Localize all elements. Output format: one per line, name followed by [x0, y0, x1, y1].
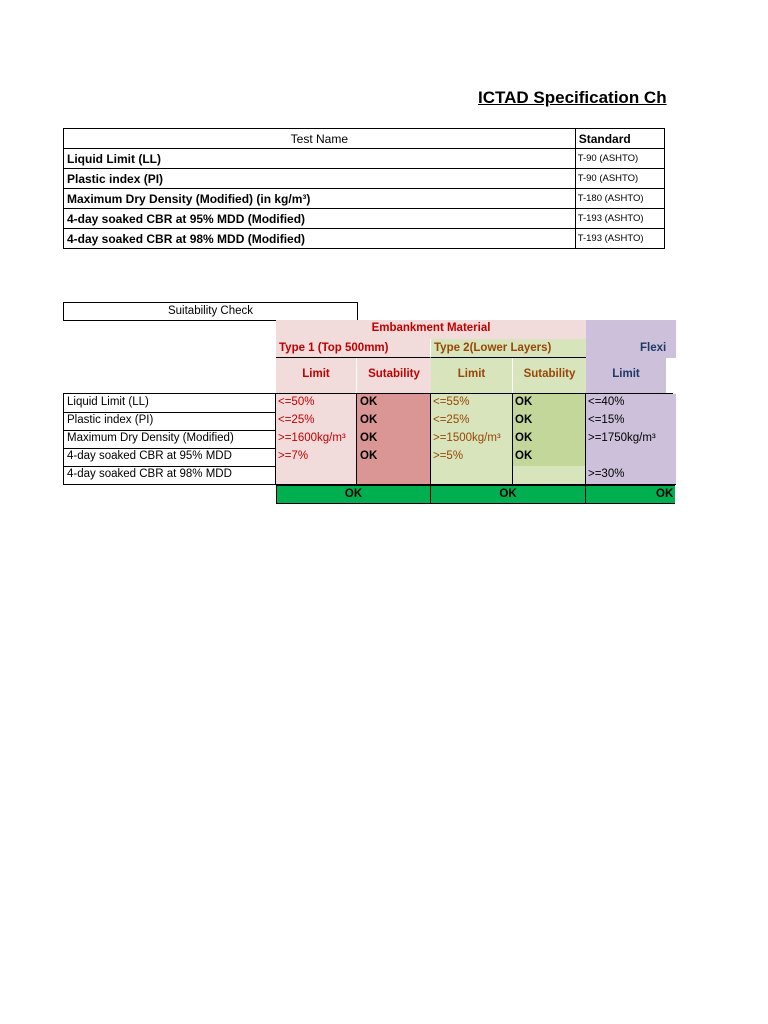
type1-suitability-header: Sutability	[357, 358, 431, 394]
standard-cell: T-90 (ASHTO)	[575, 149, 664, 169]
type1-overall-result: OK	[276, 485, 431, 504]
type2-suitability-cell: OK	[513, 448, 586, 467]
flexible-header: Flexi	[586, 339, 676, 358]
type2-suitability-cell: OK	[513, 412, 586, 431]
standard-cell: T-90 (ASHTO)	[575, 169, 664, 189]
flex-limit-cell: <=15%	[586, 412, 676, 431]
type1-limit-cell: >=7%	[276, 448, 357, 467]
type1-suitability-cell: OK	[357, 412, 431, 431]
type2-limit-header: Limit	[431, 358, 513, 394]
table-row	[64, 149, 665, 169]
standard-cell: T-193 (ASHTO)	[575, 209, 664, 229]
standard-cell: T-193 (ASHTO)	[575, 229, 664, 249]
type1-suitability-cell: OK	[357, 394, 431, 413]
type2-suitability-header: Sutability	[513, 358, 586, 394]
type2-overall-result: OK	[430, 485, 586, 504]
test-name-cell: Liquid Limit (LL)	[64, 149, 576, 169]
type2-limit-cell: <=25%	[431, 412, 513, 431]
flex-limit-cell: >=1750kg/m³	[586, 430, 676, 449]
suitability-row-label: Maximum Dry Density (Modified)	[63, 430, 276, 449]
flex-overall-result: OK	[585, 485, 675, 504]
type1-suitability-cell: OK	[357, 430, 431, 449]
suitability-row-label: Plastic index (PI)	[63, 412, 276, 431]
suitability-check-title: Suitability Check	[63, 302, 358, 321]
type1-limit-cell: >=1600kg/m³	[276, 430, 357, 449]
suitability-row-label: 4-day soaked CBR at 95% MDD	[63, 448, 276, 467]
test-name-cell: 4-day soaked CBR at 98% MDD (Modified)	[64, 229, 576, 249]
page-title: ICTAD Specification Ch	[478, 88, 667, 107]
flex-limit-cell	[586, 448, 676, 467]
type2-suitability-cell: OK	[513, 430, 586, 449]
test-name-header: Test Name	[64, 129, 576, 149]
table-header-row	[64, 129, 665, 149]
type1-header: Type 1 (Top 500mm)	[276, 339, 431, 358]
type1-suitability-cell: OK	[357, 448, 431, 467]
flex-group-header-band	[586, 320, 676, 339]
type2-suitability-cell	[513, 466, 586, 485]
suitability-row-label: Liquid Limit (LL)	[63, 394, 276, 413]
flex-limit-header: Limit	[586, 358, 666, 394]
type2-limit-cell	[431, 466, 513, 485]
type1-limit-cell: <=50%	[276, 394, 357, 413]
test-standards-table	[63, 128, 665, 249]
type2-limit-cell: >=1500kg/m³	[431, 430, 513, 449]
flex-limit-cell: <=40%	[586, 394, 676, 413]
test-name-cell: Plastic index (PI)	[64, 169, 576, 189]
embankment-material-header: Embankment Material	[276, 320, 586, 339]
suitability-row-label: 4-day soaked CBR at 98% MDD	[63, 466, 276, 485]
type1-limit-header: Limit	[276, 358, 357, 394]
table-row	[64, 169, 665, 189]
table-row	[64, 209, 665, 229]
type1-limit-cell	[276, 466, 357, 485]
type2-suitability-cell: OK	[513, 394, 586, 413]
standard-cell: T-180 (ASHTO)	[575, 189, 664, 209]
type2-limit-cell: <=55%	[431, 394, 513, 413]
type2-header: Type 2(Lower Layers)	[431, 339, 586, 358]
type2-limit-cell: >=5%	[431, 448, 513, 467]
flex-limit-cell: >=30%	[586, 466, 676, 485]
table-row	[64, 229, 665, 249]
type1-suitability-cell	[357, 466, 431, 485]
standard-header: Standard	[575, 129, 664, 149]
test-name-cell: Maximum Dry Density (Modified) (in kg/m³)	[64, 189, 576, 209]
type1-limit-cell: <=25%	[276, 412, 357, 431]
test-name-cell: 4-day soaked CBR at 95% MDD (Modified)	[64, 209, 576, 229]
table-row	[64, 189, 665, 209]
